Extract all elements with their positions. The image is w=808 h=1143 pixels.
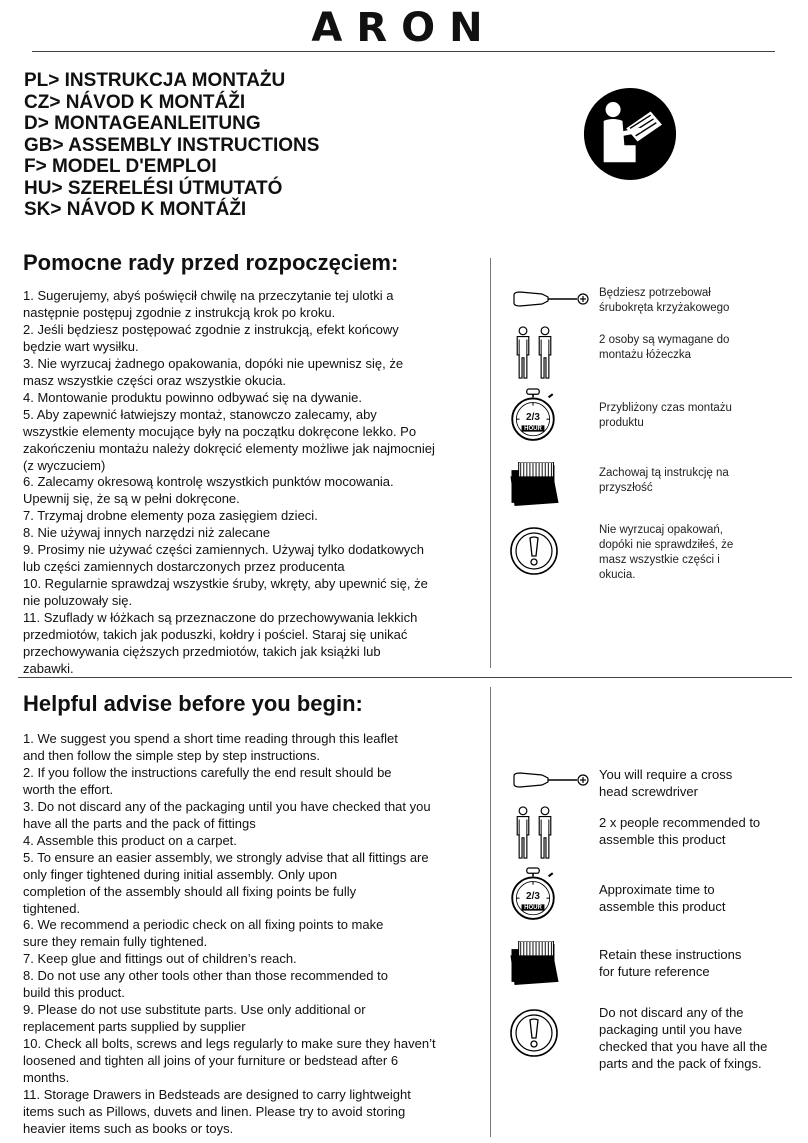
- heading-cz: CZ> NÁVOD K MONTÁŽI: [24, 91, 246, 113]
- heading-pl: PL> INSTRUKCJA MONTAŻU: [24, 70, 286, 91]
- list-item: Upewnij się, że są w pełni dokręcone.: [23, 491, 240, 507]
- list-item: completion of the assembly should all fixing points be fully: [23, 883, 357, 899]
- list-item: tightened.: [23, 900, 81, 916]
- list-item: 3. Do not discard any of the packaging until you have checked that you: [23, 798, 431, 814]
- advice-list-pl: [23, 288, 435, 678]
- list-item: 4. Montowanie produktu powinno odbywać się na dywanie.: [23, 389, 362, 405]
- list-item: 2. If you follow the instructions carefully the end result should be: [23, 764, 392, 780]
- list-item: 5. To ensure an easier assembly, we strongly advise that all fittings are: [23, 849, 429, 865]
- tip-time-en: Approximate time to assemble this product: [599, 882, 726, 914]
- list-item: replacement parts supplied by supplier: [23, 1019, 246, 1035]
- screwdriver-icon: [511, 289, 593, 309]
- list-item: 1. We suggest you spend a short time reading through this leaflet: [23, 731, 398, 746]
- tip-screwdriver-en: You will require a cross head screwdriver: [599, 767, 733, 799]
- tip-people-pl: 2 osoby są wymagane do montażu łóżeczka: [599, 334, 730, 361]
- tip-packaging-en: Do not discard any of the packaging until you have checked that you have all the parts and the pack of fxings.: [599, 1005, 768, 1071]
- tip-keep-en: Retain these instructions for future reference: [599, 947, 742, 979]
- heading-f: F> MODEL D'EMPLOI: [24, 156, 217, 177]
- tip-people-en: 2 x people recommended to assemble this product: [599, 815, 761, 847]
- list-item: zakończeniu montażu należy dokręcić elementy możliwe jak najmocniej: [23, 440, 435, 456]
- header-divider: [32, 51, 775, 52]
- person-icon: [536, 326, 554, 380]
- tip-keep-pl: Zachowaj tą instrukcję na przyszłość: [599, 467, 729, 494]
- heading-gb: GB> ASSEMBLY INSTRUCTIONS: [24, 134, 320, 156]
- column-divider: [490, 687, 491, 1137]
- folder-icon: [508, 941, 560, 986]
- list-item: zabawki.: [23, 660, 74, 676]
- timer-fraction: 2/3: [526, 891, 540, 902]
- list-item: (z wyczuciem): [23, 457, 106, 473]
- list-item: months.: [23, 1070, 70, 1086]
- list-item: sure they remain fully tightened.: [23, 934, 208, 950]
- list-item: 7. Trzymaj drobne elementy poza zasięgiem dzieci.: [23, 508, 318, 524]
- list-item: 7. Keep glue and fittings out of children’s reach.: [23, 951, 297, 967]
- column-divider: [490, 258, 491, 668]
- list-item: and then follow the simple step by step instructions.: [23, 747, 320, 763]
- brand-logo: ARON: [311, 5, 497, 51]
- list-item: items such as Pillows, duvets and linen. Please try to avoid storing: [23, 1103, 406, 1119]
- list-item: 8. Do not use any other tools other than those recommended to: [23, 968, 388, 984]
- timer-icon: [507, 388, 559, 442]
- list-item: 4. Assemble this product on a carpet.: [23, 832, 237, 848]
- timer-unit: HOUR: [524, 905, 542, 911]
- list-item: build this product.: [23, 985, 125, 1001]
- heading-sk: SK> NÁVOD K MONTÁŽI: [24, 199, 247, 220]
- screwdriver-icon: [511, 770, 593, 790]
- list-item: przedmiotów, takich jak poduszki, kołdry i pościel. Staraj się unikać: [23, 627, 408, 643]
- timer-unit: HOUR: [524, 426, 542, 432]
- list-item: będzie wart wysiłku.: [23, 338, 139, 354]
- folder-icon: [508, 462, 560, 507]
- warning-icon: [509, 526, 559, 576]
- list-item: przechowywania cięższych przedmiotów, takich jak książki lub: [23, 644, 381, 660]
- list-item: 5. Aby zapewnić łatwiejszy montaż, stanowczo zalecamy, aby: [23, 406, 377, 422]
- advice-list-en: [23, 731, 436, 1138]
- list-item: loosened and tighten all joins of your furniture or bedstead after 6: [23, 1053, 399, 1069]
- person-icon: [536, 806, 554, 860]
- list-item: lub części zamiennych dostarczonych przez producenta: [23, 559, 345, 575]
- list-item: 9. Prosimy nie używać części zamiennych. Używaj tylko dodatkowych: [23, 542, 424, 558]
- heading-hu: HU> SZERELÉSI ÚTMUTATÓ: [24, 177, 283, 199]
- list-item: masz wszystkie części oraz wszystkie okucia.: [23, 372, 286, 388]
- tip-screwdriver-pl: Będziesz potrzebował śrubokręta krzyżakowego: [599, 287, 730, 314]
- tip-time-pl: Przybliżony czas montażu produktu: [599, 402, 732, 429]
- person-icon: [514, 806, 532, 860]
- list-item: 1. Sugerujemy, abyś poświęcił chwilę na przeczytanie tej ulotki a: [23, 288, 394, 303]
- list-item: 3. Nie wyrzucaj żadnego opakowania, dopóki nie upewnisz się, że: [23, 355, 404, 371]
- language-headings: [24, 70, 319, 221]
- section-divider: [18, 677, 792, 678]
- list-item: 8. Nie używaj innych narzędzi niż zalecane: [23, 525, 271, 541]
- warning-icon: [509, 1008, 559, 1058]
- timer-fraction: 2/3: [526, 412, 540, 423]
- list-item: 10. Check all bolts, screws and legs regularly to make sure they haven’t: [23, 1036, 436, 1052]
- list-item: 6. Zalecamy okresową kontrolę wszystkich punktów mocowania.: [23, 474, 394, 490]
- list-item: 11. Storage Drawers in Bedsteads are designed to carry lightweight: [23, 1087, 411, 1103]
- read-instructions-icon: [583, 87, 677, 181]
- list-item: 6. We recommend a periodic check on all fixing points to make: [23, 917, 384, 933]
- list-item: 11. Szuflady w łóżkach są przeznaczone do przechowywania lekkich: [23, 610, 418, 626]
- section-title-en: Helpful advise before you begin:: [23, 691, 363, 716]
- list-item: only finger tightened during initial assembly. Only upon: [23, 866, 338, 882]
- list-item: wszystkie elementy mocujące były na początku dokręcone lekko. Po: [23, 423, 417, 439]
- list-item: 10. Regularnie sprawdzaj wszystkie śruby, wkręty, aby upewnić się, że: [23, 576, 428, 592]
- heading-d: D> MONTAGEANLEITUNG: [24, 113, 261, 134]
- tip-packaging-pl: Nie wyrzucaj opakowań, dopóki nie sprawdziłeś, że masz wszystkie części i okucia.: [599, 524, 734, 581]
- section-title-pl: Pomocne rady przed rozpoczęciem:: [23, 250, 399, 275]
- person-icon: [514, 326, 532, 380]
- list-item: heavier items such as books or toys.: [23, 1120, 234, 1136]
- timer-icon: [507, 867, 559, 921]
- list-item: 9. Please do not use substitute parts. Use only additional or: [23, 1002, 366, 1018]
- list-item: worth the effort.: [23, 781, 114, 797]
- list-item: have all the parts and the pack of fittings: [23, 815, 256, 831]
- list-item: 2. Jeśli będziesz postępować zgodnie z instrukcją, efekt końcowy: [23, 321, 399, 337]
- list-item: następnie postępuj zgodnie z instrukcją krok po kroku.: [23, 304, 336, 320]
- list-item: nie poluzowały się.: [23, 593, 133, 609]
